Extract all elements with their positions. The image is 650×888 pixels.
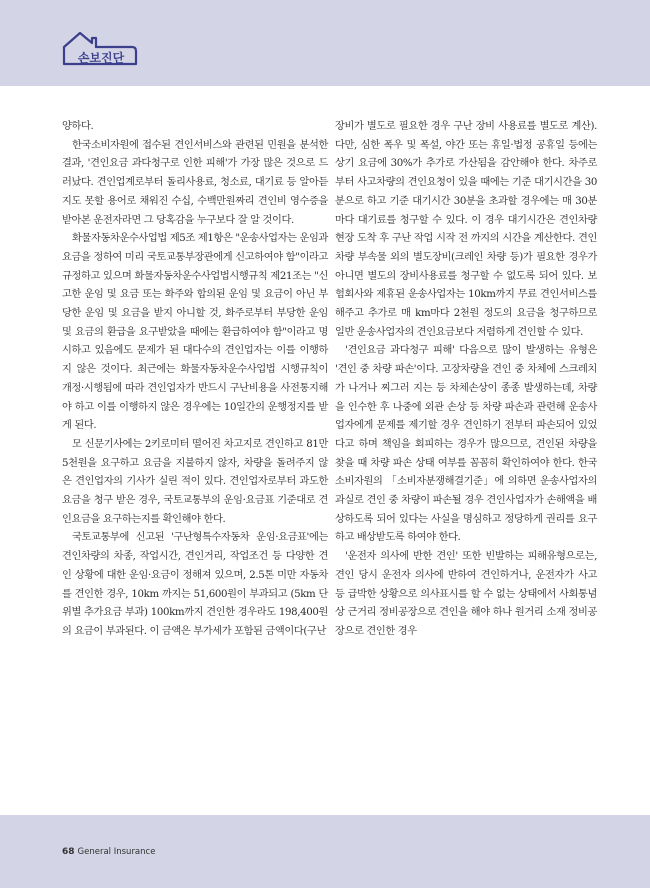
- paragraph: 한국소비자원에 접수된 견인서비스와 관련된 민원을 분석한 결과, '견인요금 과다청구로 인한 피해'가 가장 많은 것으로 드러났다. 견인업계로부터 돌리사용료, 청소료, 대기료 등 알아듣지도 못할 용어로 채워진 수십, 수백만원짜리 견인비 영수증을 받아본 운전자라면 그 당혹감을 누구보다 잘 알 것이다.: [62, 139, 328, 226]
- paragraph: 장비가 별도로 필요한 경우 구난 장비 사용료를 별도로 계산). 다만, 심한 폭우 및 폭설, 야간 또는 휴일·법정 공휴일 등에는 상기 요금에 30%가 추가로 가산됨을 감안해야 한다. 차주로부터 사고차량의 견인요청이 있을 때에는 기준 대기시간을 30분으로 하고 기준 대기시간 30분을 초과할 경우에는 매 30분마다 대기료를 청구할 수 있다. 이 경우 대기시간은 견인차량 현장 도착 후 구난 작업 시작 전 까지의 시간을 계산한다. 견인차량 부속물 외의 별도장비(크레인 차량 등)가 필요한 경우가 아니면 별도의 장비사용료를 청구할 수 없도록 되어 있다. 보험회사와 제휴된 운송사업자는 10km까지 무료 견인서비스를 해주고 추가로 매 km마다 2천원 정도의 요금을 청구하므로 일반 운송사업자의 견인요금보다 저렴하게 견인할 수 있다.: [335, 121, 597, 338]
- section-title: 손보진단: [77, 51, 125, 65]
- right-column: [335, 118, 597, 642]
- paragraph: 국토교통부에 신고된 '구난형특수자동차 운임·요금표'에는 견인차량의 차종, 작업시간, 견인거리, 작업조건 등 다양한 견인 상황에 대한 운임·요금이 정해져 있으며, 2.5톤 미만 자동차를 견인한 경우, 10km 까지는 51,600원이 부과되고 (5km 단위별 추가요금 부과) 100km까지 견인한 경우라도 198,400원의 요금이 부과된다. 이 금액은 부가세가 포함된 금액이다(구난: [62, 532, 328, 637]
- paragraph: '운전자 의사에 반한 견인' 또한 빈발하는 피해유형으로는, 견인 당시 운전자 의사에 반하여 견인하거나, 운전자가 사고 등 급박한 상황으로 의사표시를 할 수 없는 상태에서 사회통념상 근거리 정비공장으로 견인을 해야 하나 원거리 소재 정비공장으로 견인한 경우: [335, 551, 597, 637]
- section-logo: [62, 27, 140, 67]
- publication-name: General Insurance: [77, 847, 156, 857]
- page-number: 68: [62, 847, 75, 857]
- page-footer: [62, 847, 155, 857]
- paragraph: 화물자동차운수사업법 제5조 제1항은 "운송사업자는 운임과 요금을 정하여 미리 국토교통부장관에게 신고하여야 함"이라고 규정하고 있으며 화물자동차운수사업법시행규칙 제21조는 "신고한 운임 및 요금 또는 화주와 합의된 운임 및 요금이 아닌 부당한 운임 및 요금을 받지 아니할 것, 화주로부터 부당한 운임 및 요금의 환급을 요구받았을 때에는 환급하여야 함"이라고 명시하고 있음에도 문제가 된 대다수의 견인업자는 이를 이행하지 않은 것이다. 최근에는 화물자동차운수사업법 시행규칙이 개정·시행됨에 따라 견인업자가 반드시 구난비용을 사전통지해야 하고 이를 이행하지 않은 경우에는 10일간의 운행정지를 받게 된다.: [62, 233, 328, 432]
- paragraph: 모 신문기사에는 2키로미터 떨어진 차고지로 견인하고 81만 5천원을 요구하고 요금을 지불하지 않자, 차량을 돌려주지 않은 견인업자의 기사가 실린 적이 있다. 견인업자로부터 과도한 요금을 청구 받은 경우, 국토교통부의 운임·요금표 기준대로 견인요금을 요구하는지를 확인해야 한다.: [62, 438, 328, 525]
- paragraph: 양하다.: [62, 121, 94, 132]
- paragraph: '견인요금 과다청구 피해' 다음으로 많이 발생하는 유형은 '견인 중 차량 파손'이다. 고장차량을 견인 중 차체에 스크레치가 나거나 찌그러 지는 등 차체손상이 종종 발생하는데, 차량을 인수한 후 나중에 외관 손상 등 차량 파손과 관련해 운송사업자에게 문제를 제기할 경우 견인하기 전부터 파손되어 있었다고 하며 책임을 회피하는 경우가 많으므로, 견인된 차량을 찾을 때 차량 파손 상태 여부를 꼼꼼히 확인하여야 한다. 한국소비자원의 「소비자분쟁해결기준」에 의하면 운송사업자의 과실로 견인 중 차량이 파손될 경우 견인사업자가 손해액을 배상하도록 되어 있다는 사실을 명심하고 정당하게 권리를 요구하고 배상받도록 하여야 한다.: [335, 345, 597, 544]
- left-column: [62, 118, 328, 642]
